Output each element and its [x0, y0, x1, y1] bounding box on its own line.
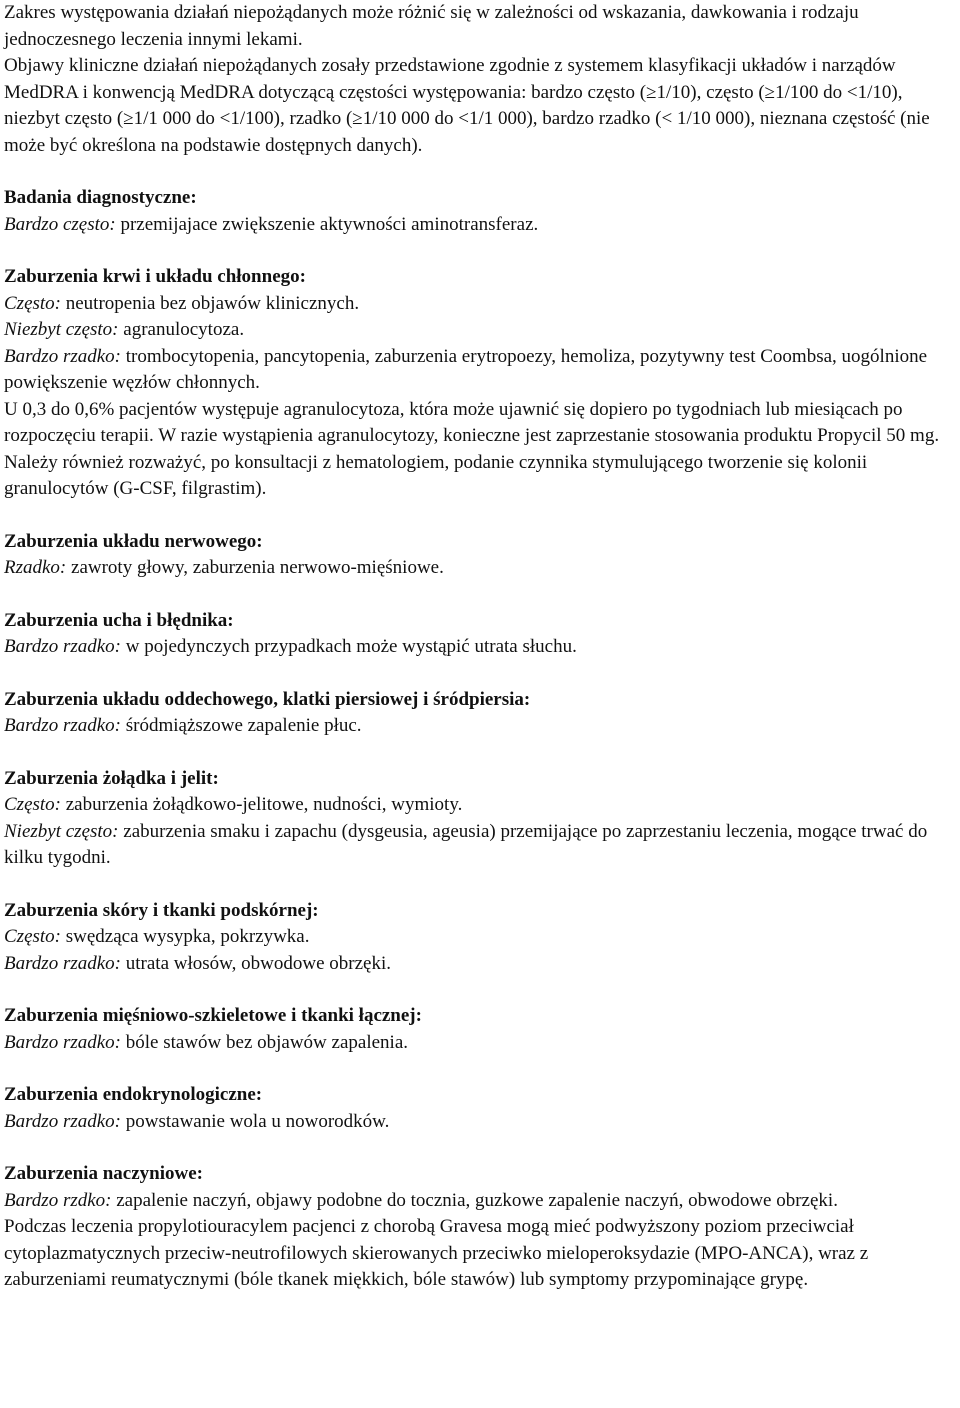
frequency-entry	[4, 291, 954, 318]
frequency-text: zawroty głowy, zaburzenia nerwowo-mięśniowe.	[66, 557, 444, 578]
section-spacer	[4, 740, 954, 766]
frequency-entry	[4, 317, 954, 344]
frequency-entry	[4, 555, 954, 582]
section-paragraph: Podczas leczenia propylotiouracylem pacjenci z chorobą Gravesa mogą mieć podwyższony poziom przeciwciał cytoplazmatycznych przeciw-neutrofilowych skierowanych przeciwko mieloperoksydazie (MPO-ANCA), wraz z zaburzeniami reumatycznymi (bóle tkanek miękkich, bóle stawów) lub symptomy przypominające grypę.	[4, 1216, 869, 1290]
section-heading: Zaburzenia skóry i tkanki podskórnej:	[4, 899, 319, 921]
section-spacer	[4, 159, 954, 185]
section-spacer	[4, 661, 954, 687]
frequency-entry	[4, 713, 954, 740]
section	[4, 740, 954, 872]
frequency-entry	[4, 212, 954, 239]
section-spacer	[4, 582, 954, 608]
section-heading: Badania diagnostyczne:	[4, 187, 197, 208]
frequency-label: Bardzo rzadko:	[4, 715, 121, 736]
section	[4, 582, 954, 661]
frequency-label: Niezbyt często:	[4, 820, 119, 842]
section	[4, 872, 954, 978]
section	[4, 977, 954, 1056]
section-heading: Zaburzenia żołądka i jelit:	[4, 767, 219, 789]
frequency-text: zapalenie naczyń, objawy podobne do tocznia, guzkowe zapalenie naczyń, obwodowe obrzęki.	[111, 1189, 838, 1211]
section	[4, 661, 954, 740]
frequency-label: Bardzo rzadko:	[4, 345, 121, 367]
frequency-text: neutropenia bez objawów klinicznych.	[61, 292, 360, 314]
frequency-entry	[4, 1030, 954, 1057]
frequency-label: Bardzo często:	[4, 213, 116, 235]
frequency-entry	[4, 924, 954, 951]
section	[4, 238, 954, 503]
frequency-entry	[4, 1109, 954, 1136]
frequency-text: powstawanie wola u noworodków.	[121, 1110, 390, 1132]
section-heading: Zaburzenia naczyniowe:	[4, 1163, 203, 1184]
frequency-text: swędząca wysypka, pokrzywka.	[61, 926, 310, 947]
section-heading: Zaburzenia endokrynologiczne:	[4, 1084, 263, 1105]
frequency-entry	[4, 634, 954, 661]
frequency-label: Bardzo rzadko:	[4, 1110, 121, 1132]
frequency-text: zaburzenia żołądkowo-jelitowe, nudności, wymioty.	[61, 794, 463, 815]
frequency-text: bóle stawów bez objawów zapalenia.	[121, 1031, 409, 1053]
section-spacer	[4, 977, 954, 1003]
frequency-entry	[4, 1188, 954, 1215]
frequency-text: agranulocytoza.	[118, 319, 245, 340]
intro-paragraph-1: Zakres występowania działań niepożądanych może różnić się w zależności od wskazania, dawkowania i rodzaju jednoczesnego leczenia innymi lekami.	[4, 2, 859, 50]
section-heading: Zaburzenia układu oddechowego, klatki piersiowej i śródpiersia:	[4, 688, 531, 710]
section-spacer	[4, 1056, 954, 1082]
intro-paragraph-2: Objawy kliniczne działań niepożądanych zosały przedstawione zgodnie z systemem klasyfikacji układów i narządów MedDRA i konwencją MedDRA dotyczącą częstości występowania: bardzo często (≥1/10), często (≥1/100 do <1/10), niezbyt często (≥1/1 000 do <1/100), rzadko (≥1/10 000 do <1/1 000), bardzo rzadko (< 1/10 000), nieznana częstość (nie może być określona na podstawie dostępnych danych).	[4, 55, 930, 156]
document-page	[4, 0, 954, 1294]
frequency-label: Niezbyt często:	[4, 319, 119, 340]
frequency-label: Bardzo rzdko:	[4, 1189, 112, 1211]
section-spacer	[4, 872, 954, 898]
frequency-label: Często:	[4, 794, 61, 815]
frequency-entry	[4, 344, 954, 397]
frequency-label: Bardzo rzadko:	[4, 952, 121, 974]
frequency-entry	[4, 819, 954, 872]
frequency-label: Bardzo rzadko:	[4, 1031, 121, 1053]
section-heading: Zaburzenia krwi i układu chłonnego:	[4, 266, 306, 287]
section-heading: Zaburzenia układu nerwowego:	[4, 530, 263, 552]
section	[4, 1135, 954, 1294]
frequency-text: w pojedynczych przypadkach może wystąpić utrata słuchu.	[121, 636, 577, 657]
frequency-entry	[4, 951, 954, 978]
frequency-label: Często:	[4, 292, 61, 314]
section-heading: Zaburzenia ucha i błędnika:	[4, 609, 234, 631]
section-heading: Zaburzenia mięśniowo-szkieletowe i tkanki łącznej:	[4, 1005, 422, 1026]
section	[4, 159, 954, 238]
frequency-text: śródmiąższowe zapalenie płuc.	[121, 715, 362, 736]
section-spacer	[4, 503, 954, 529]
section	[4, 1056, 954, 1135]
sections-container	[4, 159, 954, 1294]
frequency-text: przemijajace zwiększenie aktywności aminotransferaz.	[115, 213, 539, 235]
frequency-label: Bardzo rzadko:	[4, 636, 121, 657]
frequency-text: trombocytopenia, pancytopenia, zaburzenia erytropoezy, hemoliza, pozytywny test Coombsa, uogólnione powiększenie węzłów chłonnych.	[4, 345, 928, 393]
section	[4, 503, 954, 582]
section-spacer	[4, 238, 954, 264]
frequency-label: Rzadko:	[4, 557, 67, 578]
section-spacer	[4, 1135, 954, 1161]
frequency-text: zaburzenia smaku i zapachu (dysgeusia, ageusia) przemijające po zaprzestaniu leczenia, mogące trwać do kilku tygodni.	[4, 820, 928, 868]
frequency-entry	[4, 792, 954, 819]
section-paragraph: U 0,3 do 0,6% pacjentów występuje agranulocytoza, która może ujawnić się dopiero po tygodniach lub miesiącach po rozpoczęciu terapii. W razie wystąpienia agranulocytozy, konieczne jest zaprzestanie stosowania produktu Propycil 50 mg. Należy również rozważyć, po konsultacji z hematologiem, podanie czynnika stymulującego tworzenie się kolonii granulocytów (G-CSF, filgrastim).	[4, 398, 940, 499]
frequency-label: Często:	[4, 926, 61, 947]
frequency-text: utrata włosów, obwodowe obrzęki.	[121, 952, 391, 974]
